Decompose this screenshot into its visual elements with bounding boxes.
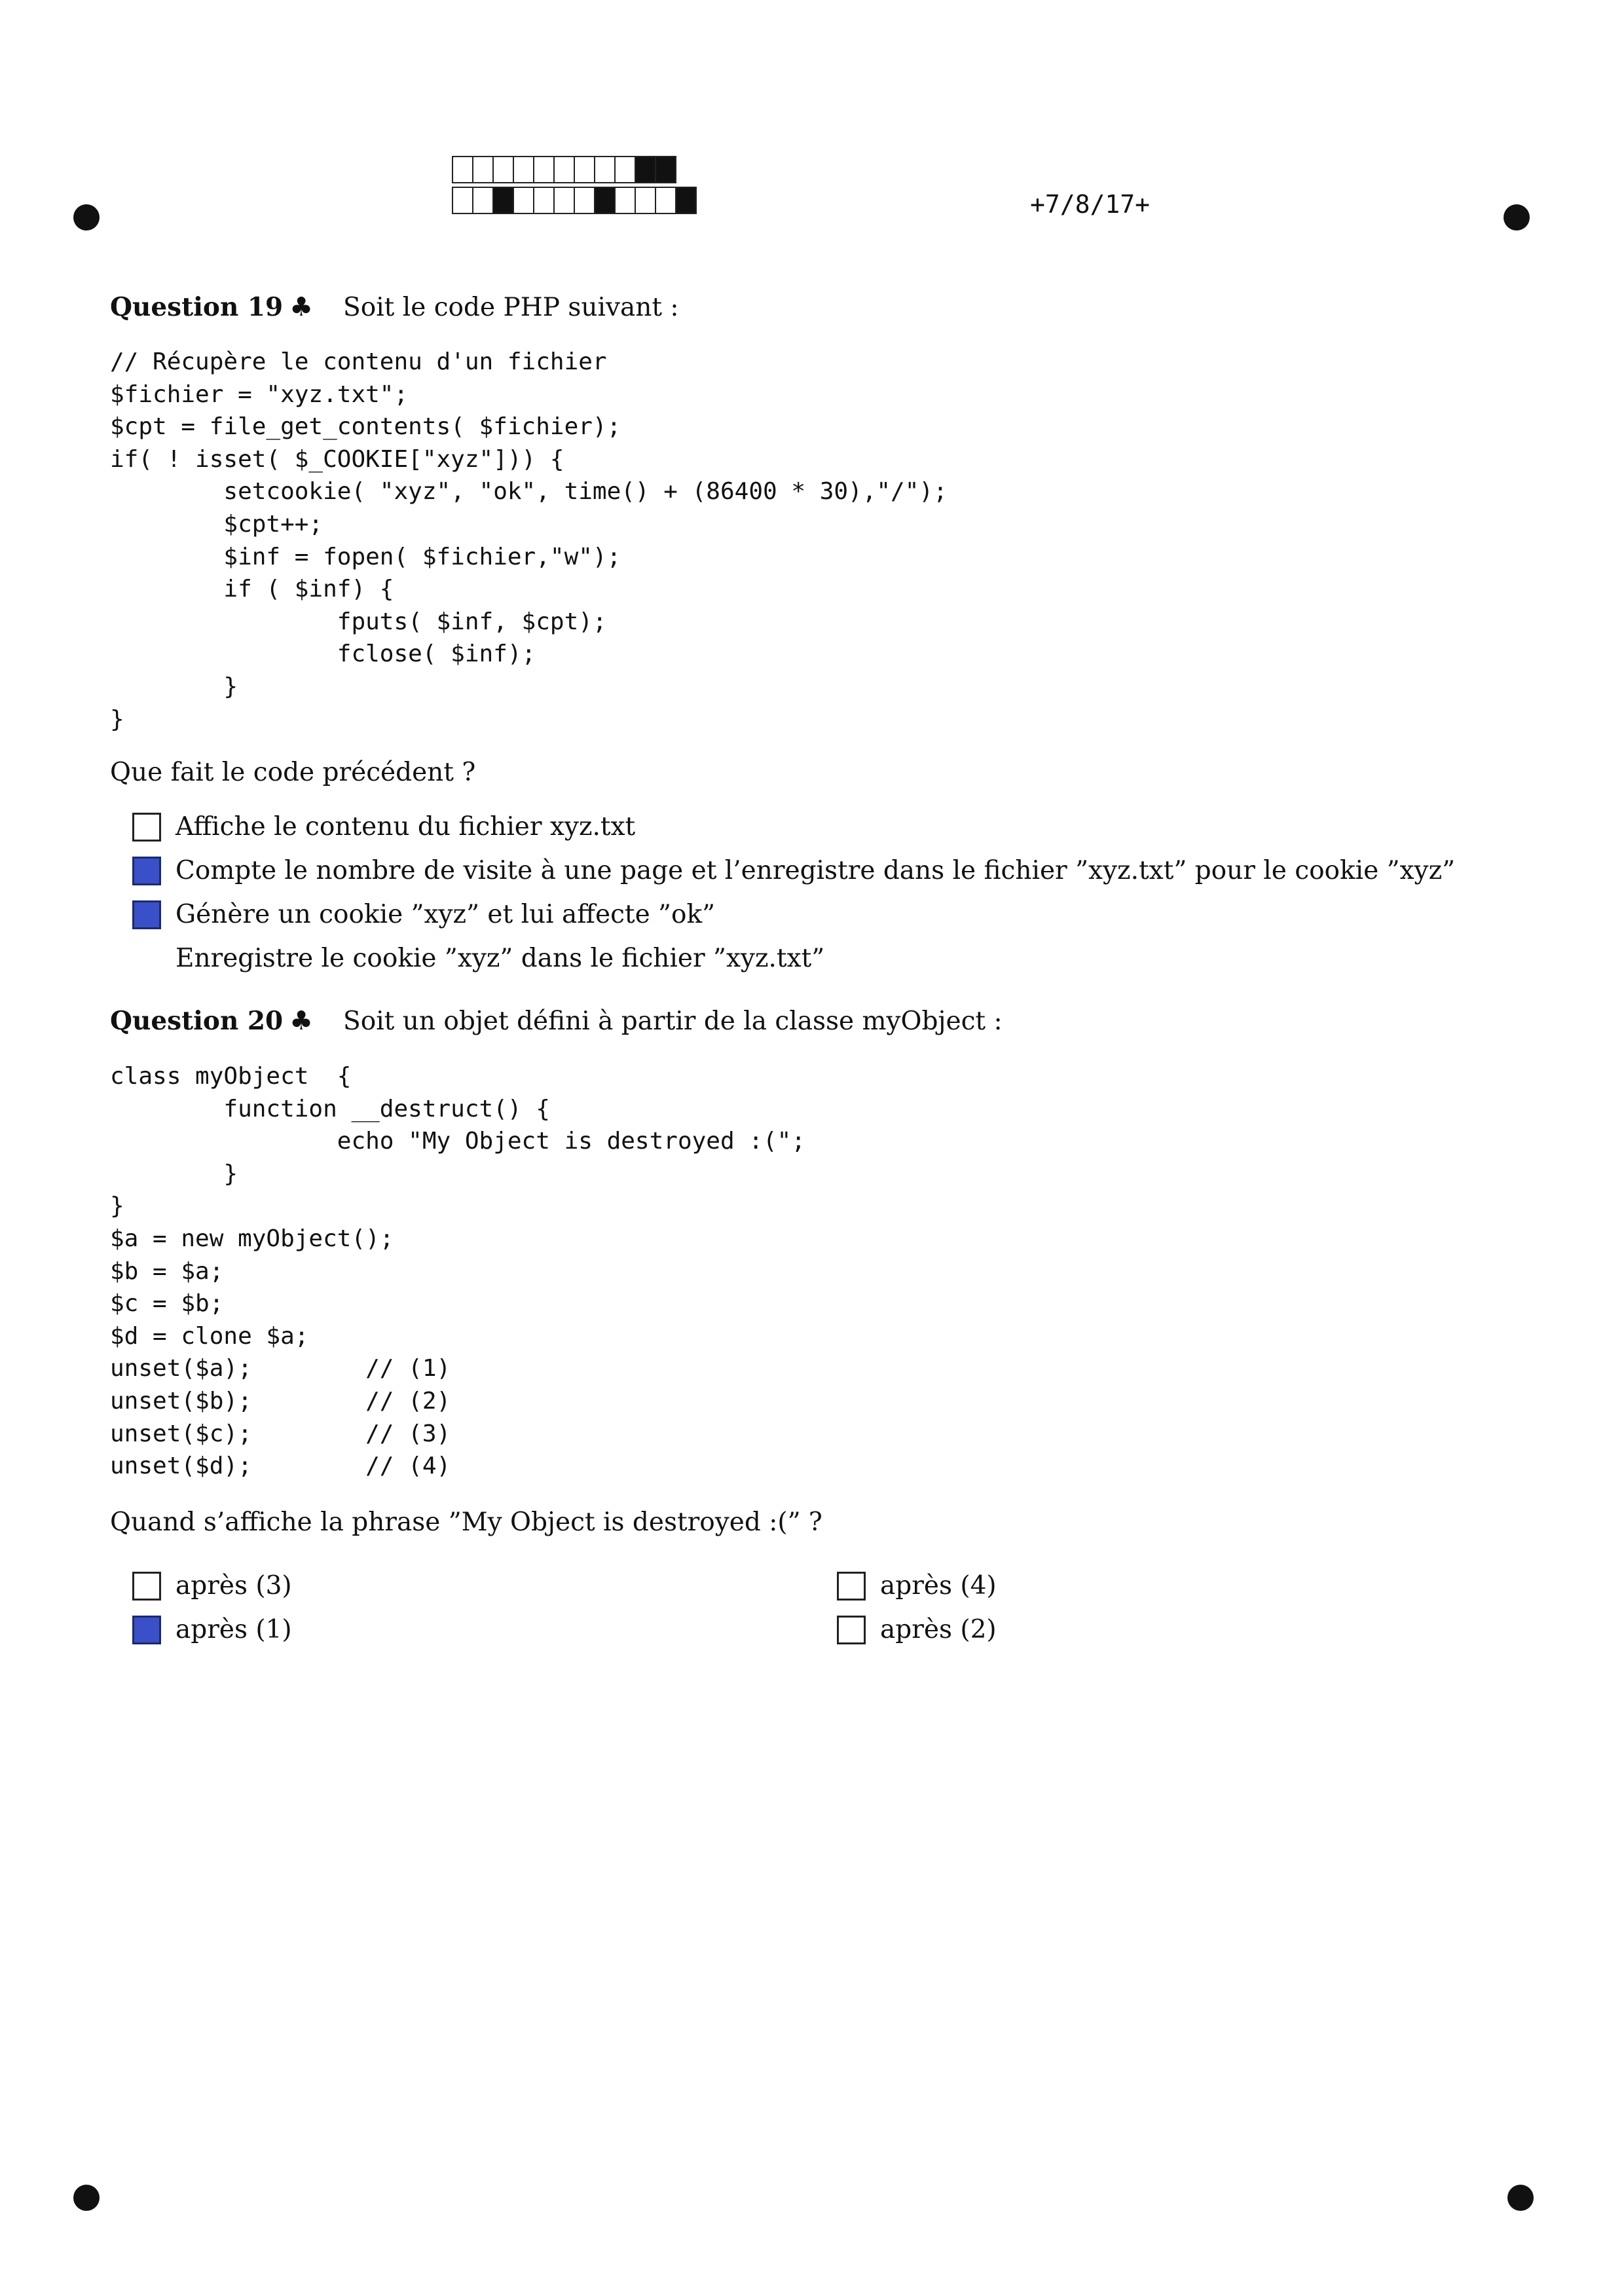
- answer-choice[interactable]: [837, 1615, 997, 1644]
- question-intro: Soit le code PHP suivant :: [343, 292, 679, 322]
- choice-label: après (2): [880, 1615, 997, 1644]
- choice-label: Compte le nombre de visite à une page et l’enregistre dans le fichier ”xyz.txt” pour le cookie ”xyz”: [175, 856, 1456, 885]
- choice-label: Enregistre le cookie ”xyz” dans le fichier ”xyz.txt”: [175, 944, 825, 973]
- answer-choice[interactable]: [837, 1571, 997, 1601]
- barcode-cell: [533, 156, 555, 183]
- barcode-row-2: [452, 187, 695, 214]
- checkbox[interactable]: [837, 1572, 866, 1601]
- club-icon: ♣: [289, 1006, 314, 1036]
- question-title: Question 19: [110, 292, 284, 322]
- registration-dot-top-right: [1504, 204, 1530, 231]
- page-id: +7/8/17+: [1030, 190, 1151, 219]
- barcode-cell: [614, 156, 636, 183]
- question-intro: Soit un objet défini à partir de la classe myObject :: [343, 1006, 1003, 1036]
- barcode-cell: [553, 156, 575, 183]
- question-19-header: [110, 292, 679, 322]
- php-code-block: // Récupère le contenu d'un fichier $fichier = "xyz.txt"; $cpt = file_get_contents( $fichier); if( ! isset( $_COOKIE["xyz"])) { setcookie( "xyz", "ok", time() + (86400 * 30),"/"); $cpt++; $inf = fopen( $fichier,"w"); if ( $inf) { fputs( $inf, $cpt); fclose( $inf); } }: [110, 348, 948, 733]
- barcode-cell: [513, 156, 534, 183]
- registration-dot-top-left: [73, 204, 100, 231]
- answer-choice[interactable]: [132, 1571, 292, 1601]
- checkbox[interactable]: [132, 944, 161, 973]
- choice-label: après (3): [175, 1571, 292, 1601]
- barcode-cell: [574, 156, 595, 183]
- choice-label: après (1): [175, 1615, 292, 1644]
- barcode-cell: [492, 156, 514, 183]
- question-20-header: [110, 1006, 1003, 1036]
- checkbox[interactable]: [837, 1616, 866, 1644]
- answer-choice[interactable]: [132, 812, 635, 842]
- barcode-row-1: [452, 156, 675, 183]
- answer-choice[interactable]: [132, 900, 715, 929]
- barcode-cell: [472, 187, 494, 214]
- barcode-cell: [635, 156, 656, 183]
- barcode-cell: [533, 187, 555, 214]
- registration-dot-bottom-left: [73, 2185, 100, 2211]
- choice-label: Génère un cookie ”xyz” et lui affecte ”ok”: [175, 900, 716, 929]
- barcode-cell: [614, 187, 636, 214]
- answer-choice[interactable]: [132, 944, 824, 973]
- checkbox[interactable]: [132, 1616, 161, 1644]
- checkbox[interactable]: [132, 900, 161, 929]
- question-title: Question 20: [110, 1006, 284, 1036]
- barcode-cell: [492, 187, 514, 214]
- club-icon: ♣: [289, 292, 314, 322]
- barcode-cell: [675, 187, 697, 214]
- barcode-cell: [452, 156, 473, 183]
- barcode-cell: [655, 187, 676, 214]
- barcode-cell: [452, 187, 473, 214]
- barcode-cell: [655, 156, 676, 183]
- php-code-block: class myObject { function __destruct() { echo "My Object is destroyed :("; } } $a = new myObject(); $b = $a; $c = $b; $d = clone $a; unset($a); // (1) unset($b); // (2) unset($c); // (3) unset($d); // (4): [110, 1063, 806, 1480]
- checkbox[interactable]: [132, 1572, 161, 1601]
- barcode-cell: [594, 187, 616, 214]
- question-prompt: Quand s’affiche la phrase ”My Object is destroyed :(” ?: [110, 1508, 822, 1537]
- barcode-cell: [574, 187, 595, 214]
- barcode-cell: [553, 187, 575, 214]
- barcode-cell: [594, 156, 616, 183]
- barcode-cell: [635, 187, 656, 214]
- barcode-cell: [472, 156, 494, 183]
- choice-label: Affiche le contenu du fichier xyz.txt: [175, 812, 636, 842]
- question-prompt: Que fait le code précédent ?: [110, 758, 476, 787]
- answer-choice[interactable]: [132, 856, 1455, 885]
- checkbox[interactable]: [132, 857, 161, 885]
- barcode-cell: [513, 187, 534, 214]
- checkbox[interactable]: [132, 813, 161, 842]
- registration-dot-bottom-right: [1507, 2185, 1534, 2211]
- choice-label: après (4): [880, 1571, 997, 1601]
- answer-choice[interactable]: [132, 1615, 292, 1644]
